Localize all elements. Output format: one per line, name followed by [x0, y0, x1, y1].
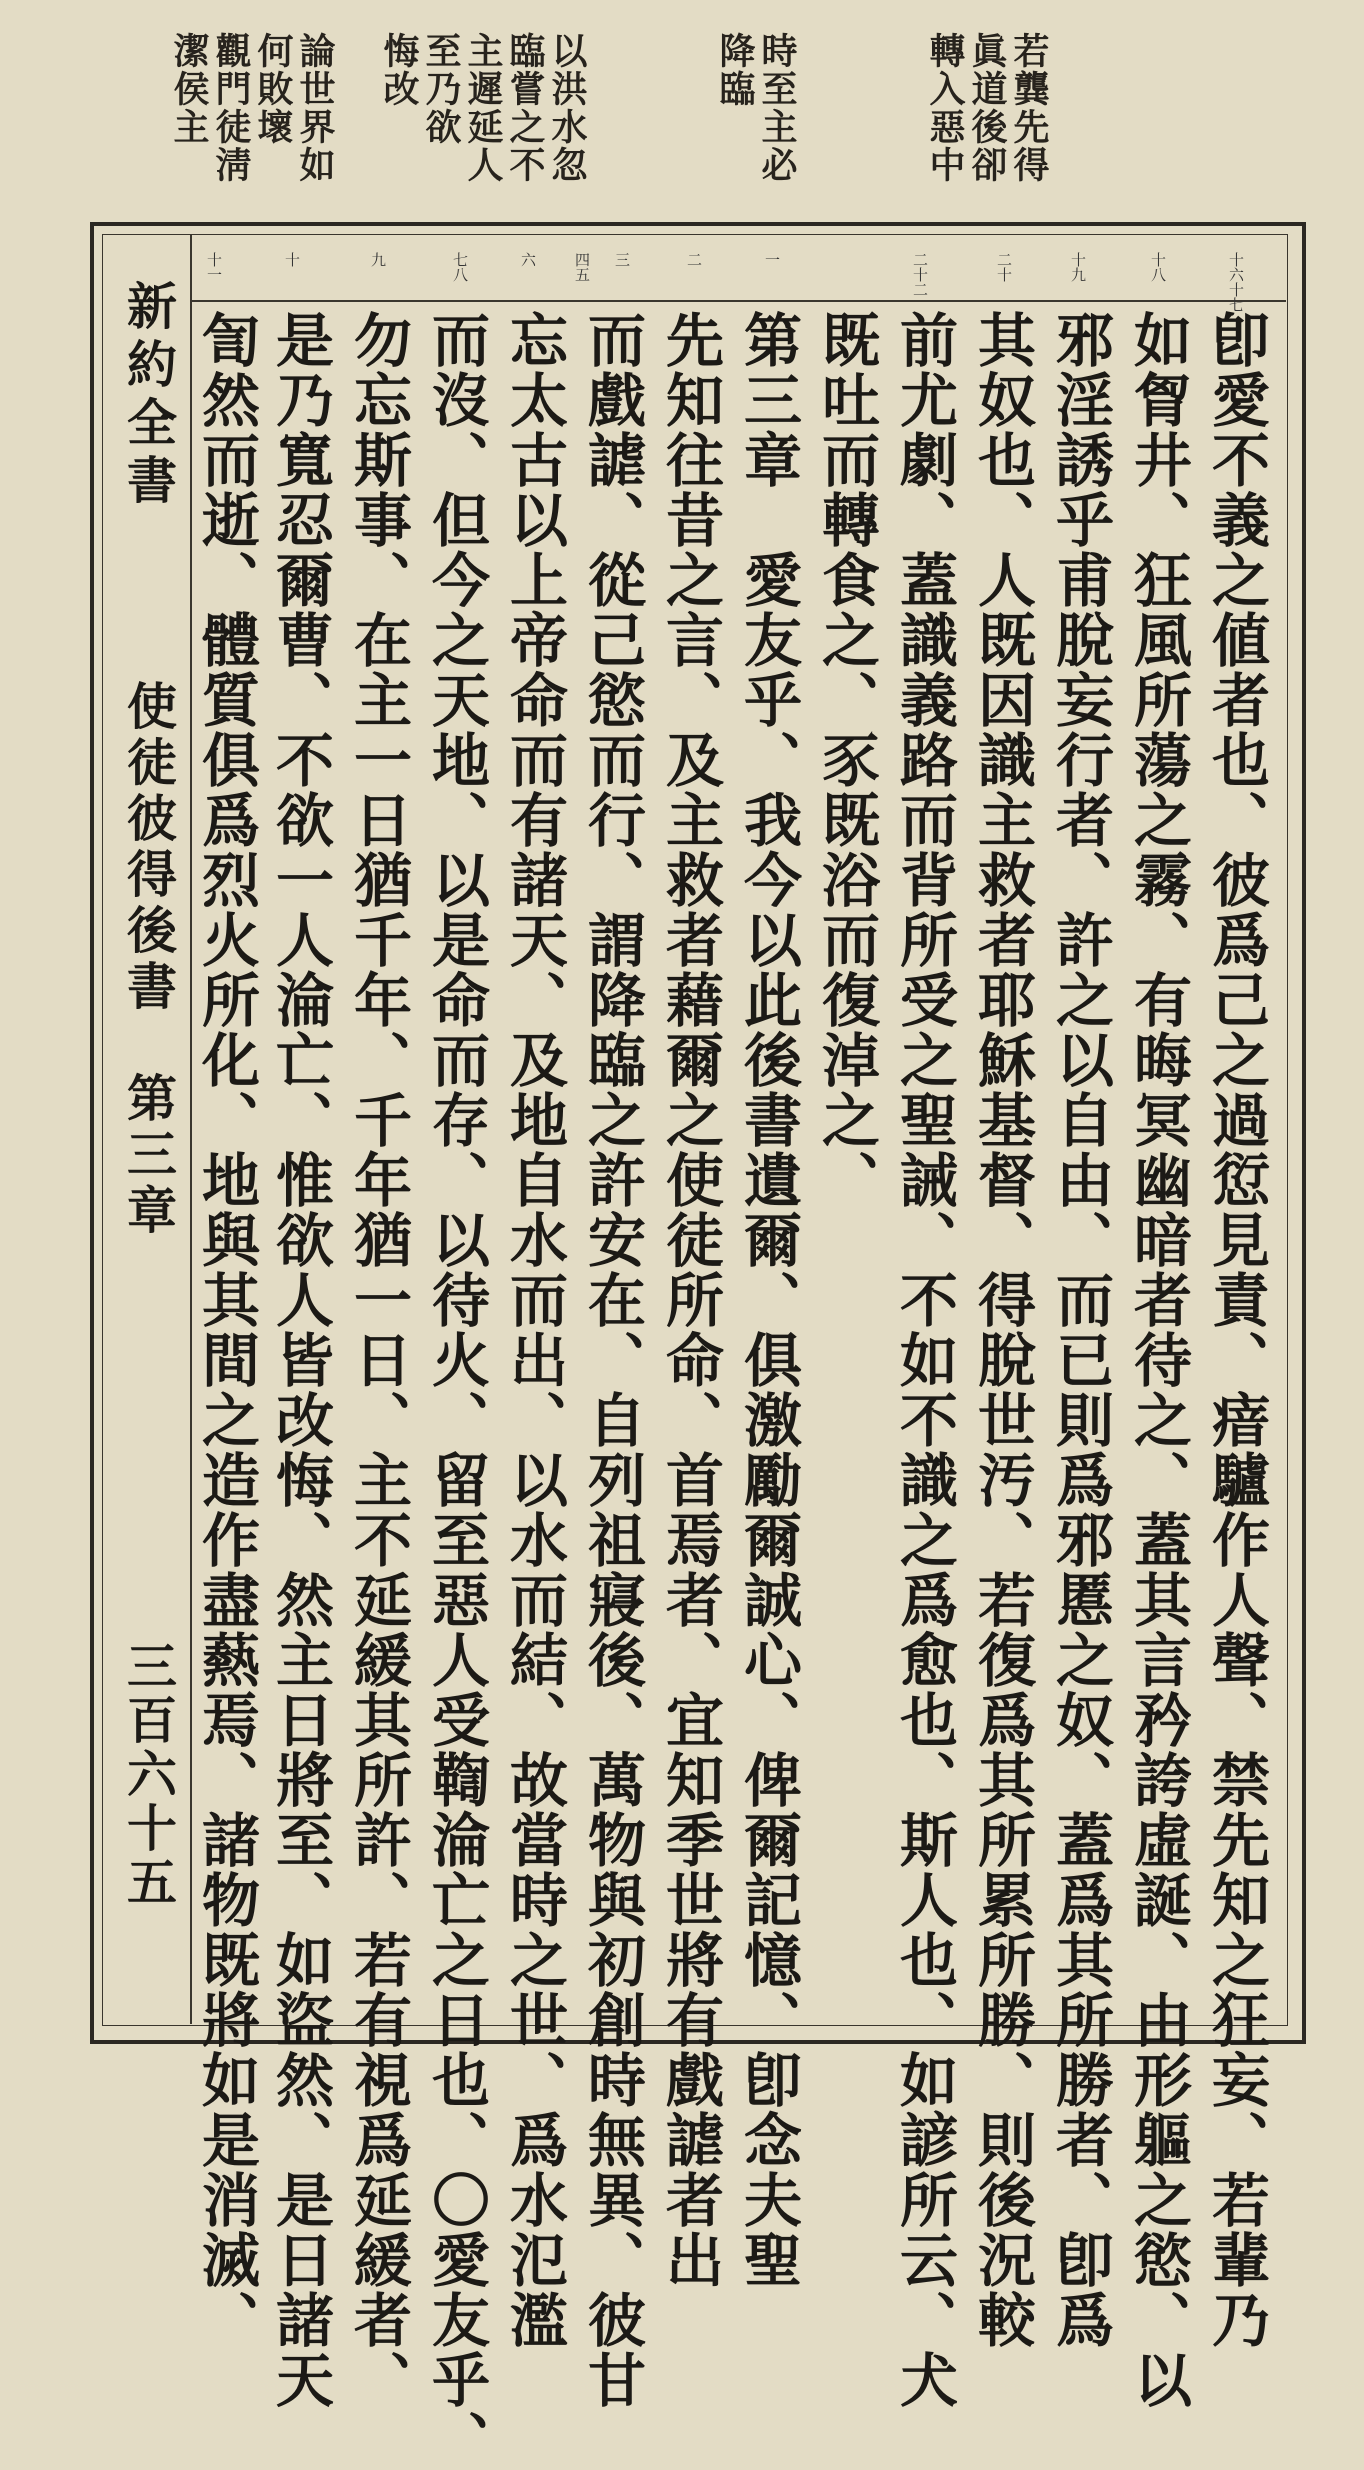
page-number: 三百六十五	[119, 1640, 178, 1910]
body-text-line: 勿忘斯事、在主一日猶千年、千年猶一日、主不延緩其所許、若有視爲延緩者、	[344, 310, 412, 2410]
top-note: 論世界如	[294, 32, 336, 184]
line-number: 二十	[995, 252, 1013, 282]
top-note: 潔侯主	[168, 32, 210, 146]
line-number: 九	[369, 252, 387, 267]
body-text-line: 邪淫誘乎甫脫妄行者、許之以自由、而已則爲邪慝之奴、蓋爲其所勝者、卽爲	[1046, 310, 1114, 2350]
line-number-divider	[192, 300, 1286, 302]
line-number: 一	[763, 252, 781, 267]
line-number: 十	[283, 252, 301, 267]
top-note: 至乃欲	[420, 32, 462, 146]
body-text-line: 先知往昔之言、及主救者藉爾之使徒所命、首焉者、宜知季世將有戲謔者出	[656, 310, 724, 2290]
top-note: 若龔先得	[1008, 32, 1050, 184]
line-number: 三	[613, 252, 631, 267]
line-number: 七八	[451, 252, 469, 282]
book-title: 新約全書	[119, 280, 178, 512]
top-note: 主遲延人	[462, 32, 504, 184]
top-note: 觀門徒淸	[210, 32, 252, 184]
top-note: 悔改	[378, 32, 420, 108]
top-note: 何敗壞	[252, 32, 294, 146]
line-number: 十九	[1069, 252, 1087, 282]
line-number: 十六十七	[1227, 252, 1245, 312]
top-note: 降臨	[714, 32, 756, 108]
line-number: 二十二	[911, 252, 929, 297]
body-text-line: 卽愛不義之値者也、彼爲己之過愆見責、瘖驢作人聲、禁先知之狂妄、若輩乃	[1202, 310, 1270, 2350]
top-note: 眞道後卻	[966, 32, 1008, 184]
body-text-line: 前尤劇、蓋識義路而背所受之聖誡、不如不識之爲愈也、斯人也、如諺所云、犬	[890, 310, 958, 2410]
top-note: 以洪水忽	[546, 32, 588, 184]
body-text-line: 如胷井、狂風所蕩之霧、有晦冥幽暗者待之、蓋其言矜誇虛誕、由形軀之慾、以	[1124, 310, 1192, 2410]
top-note: 臨嘗之不	[504, 32, 546, 184]
chapter-heading: 使徒彼得後書 第三章	[119, 680, 178, 1240]
line-number: 四五	[573, 252, 591, 282]
body-text-line: 而戲謔、從己慾而行、謂降臨之許安在、自列祖寢後、萬物與初創時無異、彼甘	[578, 310, 646, 2410]
body-text-line: 既吐而轉食之、豕既浴而復淖之、	[812, 310, 880, 1210]
top-note: 時至主必	[756, 32, 798, 184]
body-text-line: 訇然而逝、體質俱爲烈火所化、地與其間之造作盡爇焉、諸物既將如是消滅、	[192, 310, 260, 2350]
line-number: 二	[685, 252, 703, 267]
body-text-line: 而沒、但今之天地、以是命而存、以待火、留至惡人受鞫淪亡之日也、〇愛友乎、	[422, 310, 490, 2470]
body-text-line: 忘太古以上帝命而有諸天、及地自水而出、以水而結、故當時之世、爲水氾濫	[500, 310, 568, 2350]
line-number: 十八	[1149, 252, 1167, 282]
body-text-line: 是乃寬忍爾曹、不欲一人淪亡、惟欲人皆改悔、然主日將至、如盜然、是日諸天	[266, 310, 334, 2410]
line-number: 六	[519, 252, 537, 267]
line-number: 十一	[205, 252, 223, 282]
body-text-line: 其奴也、人既因識主救者耶穌基督、得脫世汚、若復爲其所累所勝、則後況較	[968, 310, 1036, 2350]
chapter-three-line: 第三章 愛友乎、我今以此後書遺爾、俱激勵爾誠心、俾爾記憶、卽念夫聖	[734, 310, 802, 2290]
top-note: 轉入惡中	[924, 32, 966, 184]
